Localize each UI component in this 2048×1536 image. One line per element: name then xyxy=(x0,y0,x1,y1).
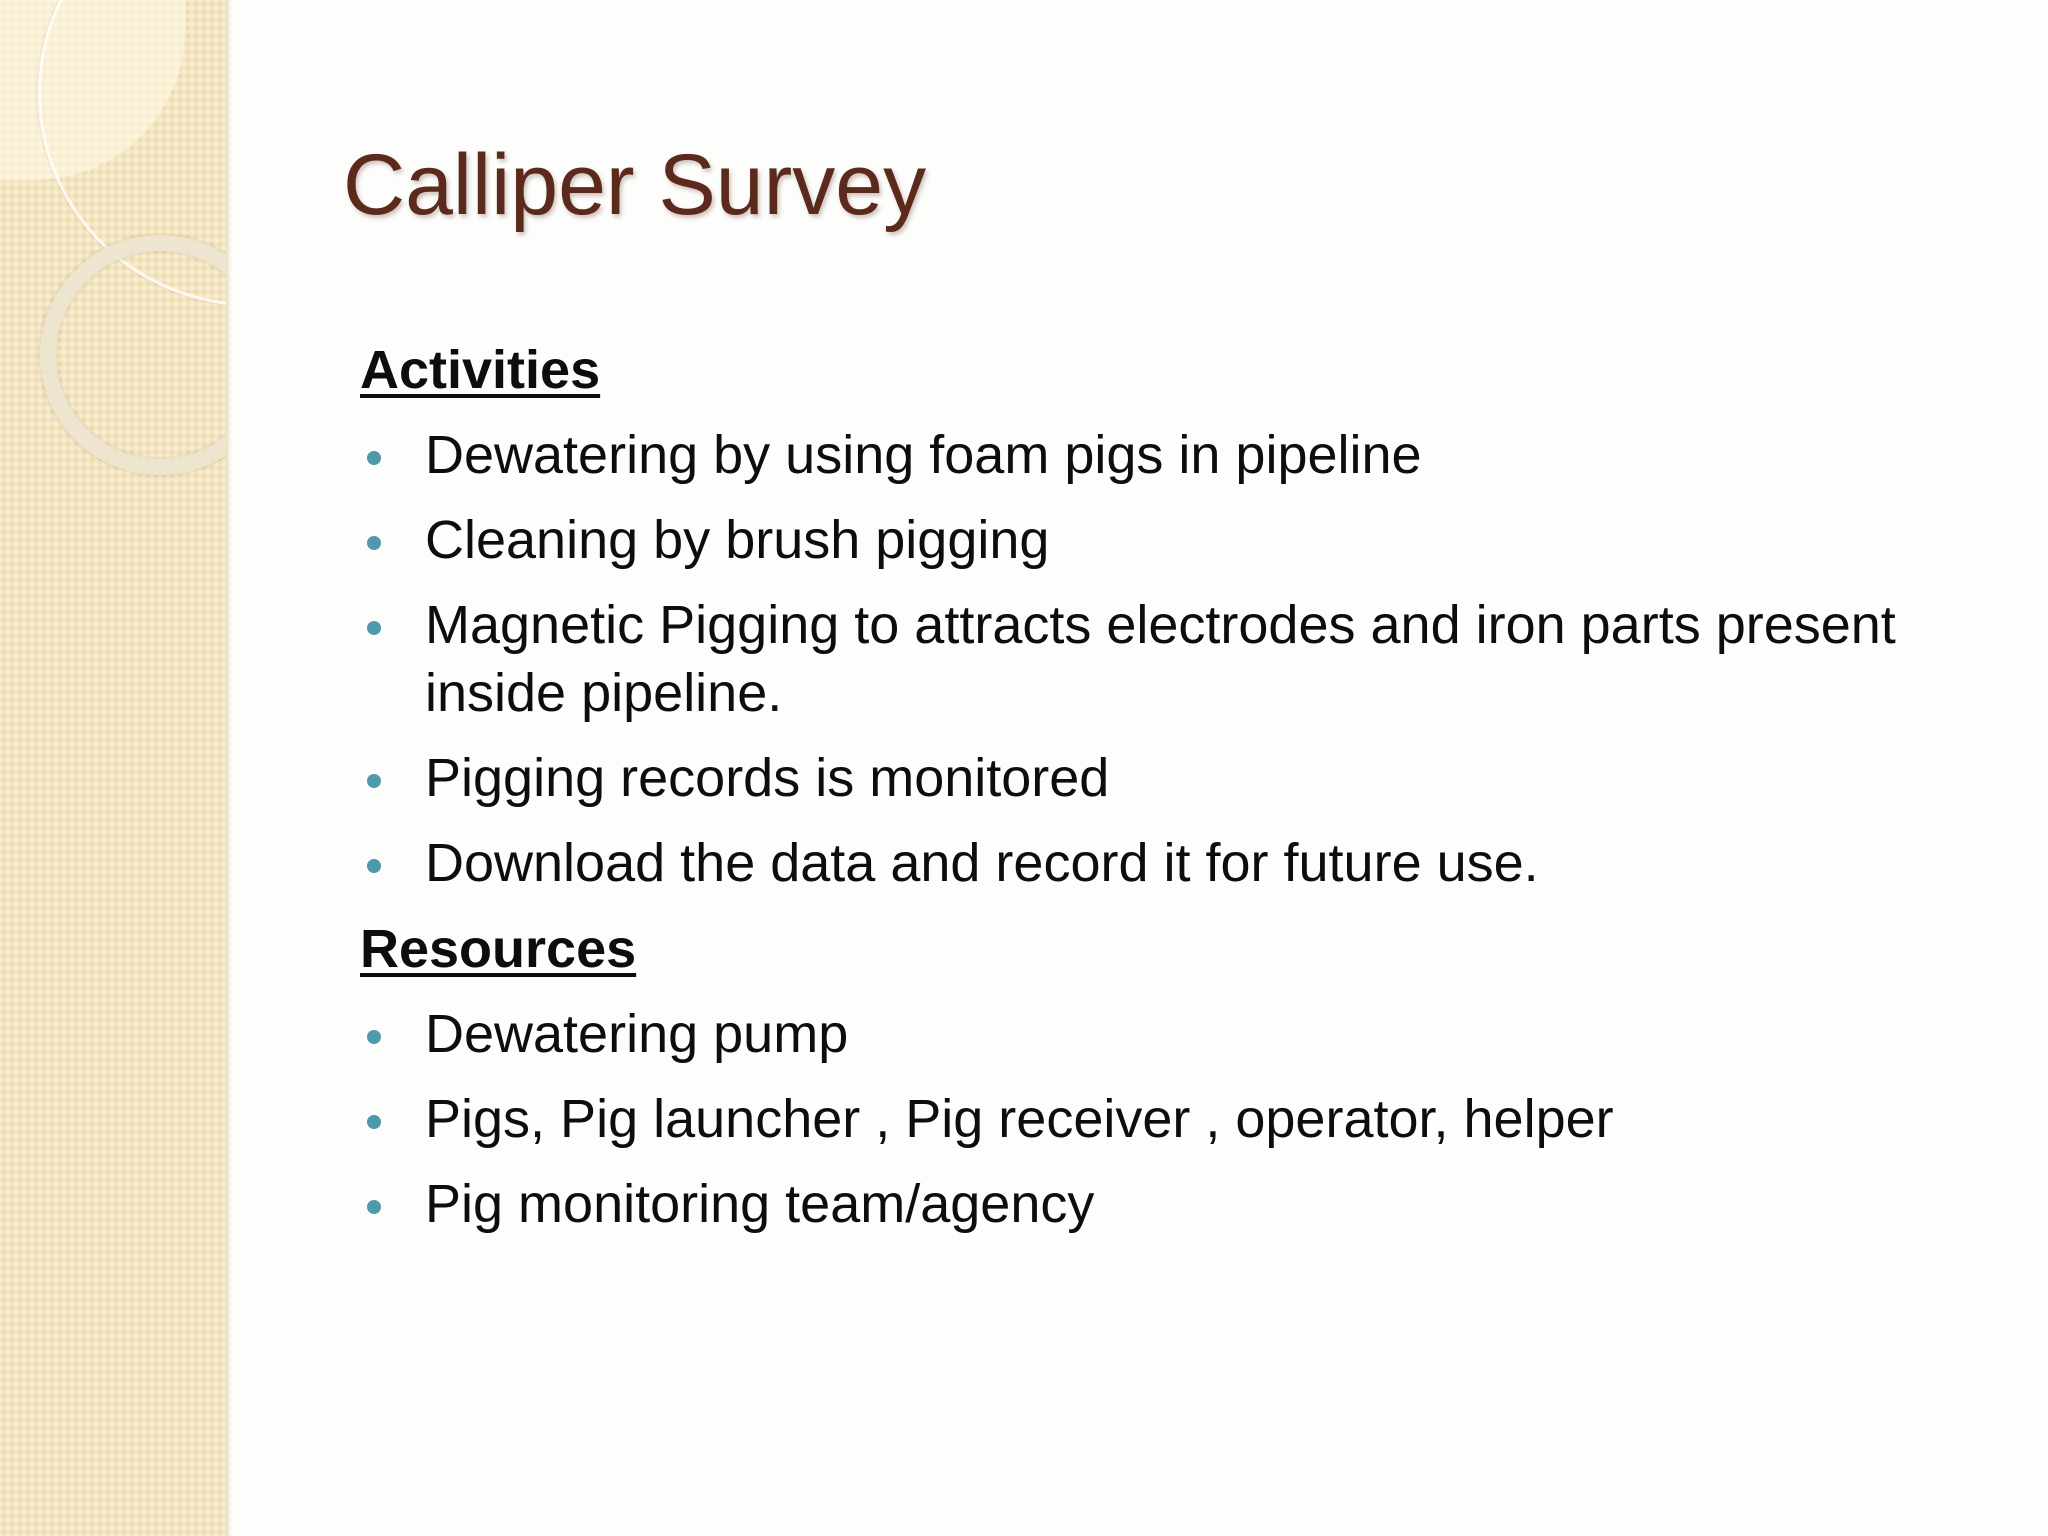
bullet-dot-icon xyxy=(367,859,381,873)
bullet-dot-icon xyxy=(367,621,381,635)
bullet-dot-icon xyxy=(367,774,381,788)
bullet-dot-icon xyxy=(367,1115,381,1129)
list-item xyxy=(360,421,2020,489)
slide-content xyxy=(360,335,2020,1255)
decorative-sidebar xyxy=(0,0,228,1536)
resources-heading: Resources xyxy=(360,919,637,979)
list-item xyxy=(360,829,2020,897)
list-item-text: Download the data and record it for future use. xyxy=(425,833,1539,893)
decorative-ring-small xyxy=(40,235,228,475)
bullet-dot-icon xyxy=(367,1030,381,1044)
list-item-text: Cleaning by brush pigging xyxy=(425,510,1050,570)
activities-list xyxy=(360,421,2020,897)
bullet-dot-icon xyxy=(367,451,381,465)
list-item-text: Pig monitoring team/agency xyxy=(425,1174,1095,1234)
list-item-text: Pigs, Pig launcher , Pig receiver , operator, helper xyxy=(425,1089,1614,1149)
list-item-text: Magnetic Pigging to attracts electrodes and iron parts present inside pipeline. xyxy=(425,595,1896,723)
list-item xyxy=(360,506,2020,574)
resources-list xyxy=(360,1000,2020,1238)
list-item xyxy=(360,1000,2020,1068)
list-item xyxy=(360,1085,2020,1153)
bullet-dot-icon xyxy=(367,1200,381,1214)
list-item-text: Dewatering by using foam pigs in pipeline xyxy=(425,425,1422,485)
list-item xyxy=(360,744,2020,812)
sidebar-edge xyxy=(226,0,232,1536)
slide-title: Calliper Survey xyxy=(343,137,927,233)
list-item xyxy=(360,591,2020,727)
activities-heading: Activities xyxy=(360,340,601,400)
list-item xyxy=(360,1170,2020,1238)
bullet-dot-icon xyxy=(367,536,381,550)
list-item-text: Pigging records is monitored xyxy=(425,748,1110,808)
list-item-text: Dewatering pump xyxy=(425,1004,849,1064)
